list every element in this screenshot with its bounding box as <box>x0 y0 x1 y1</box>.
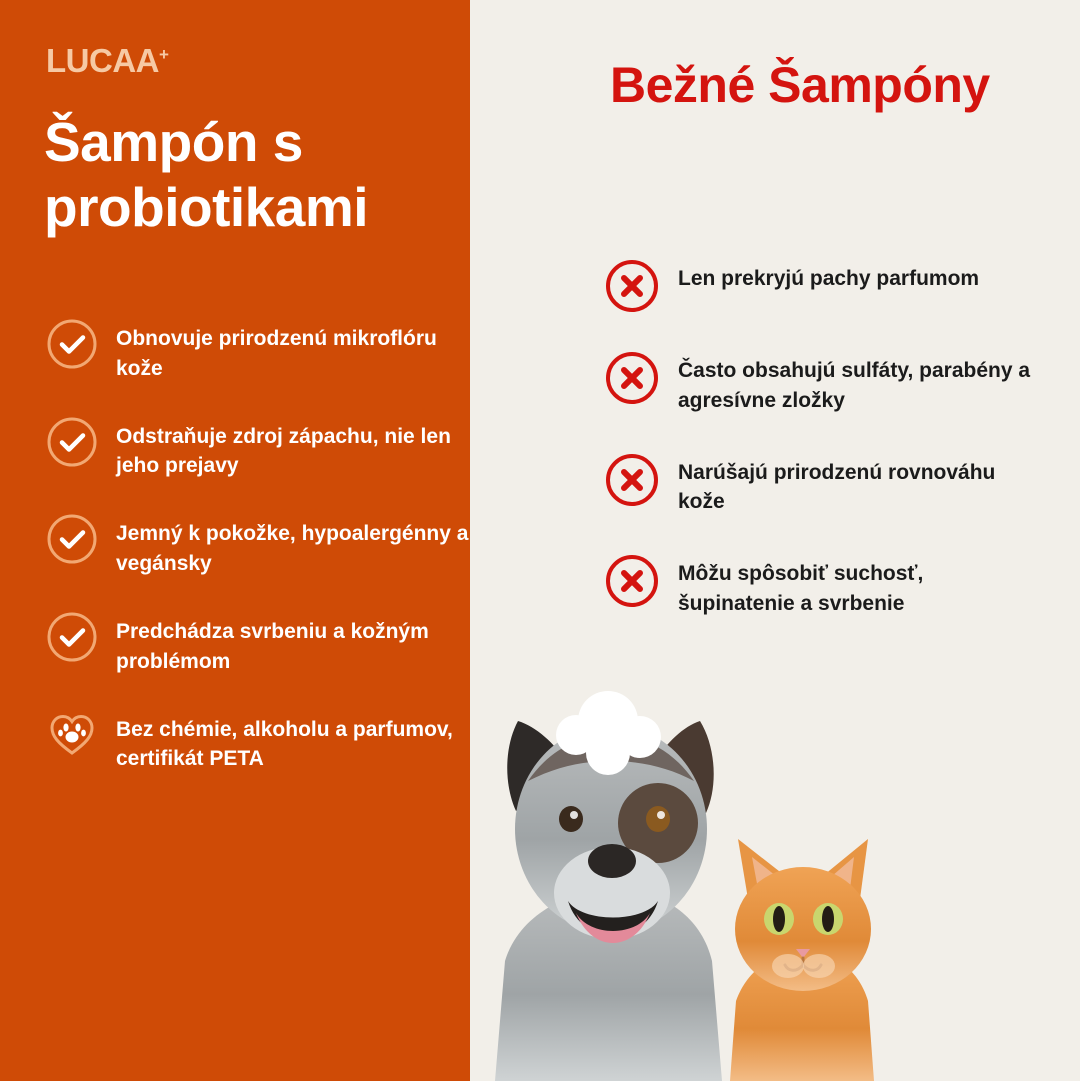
list-item-label: Často obsahujú sulfáty, parabény a agresívne zložky <box>678 359 1031 412</box>
list-item-label: Predchádza svrbeniu a kožným problémom <box>116 619 429 673</box>
check-circle-icon <box>46 416 98 468</box>
list-item <box>46 611 486 677</box>
cross-circle-icon <box>604 350 660 406</box>
brand-logo <box>46 44 168 77</box>
list-item-label: Len prekryjú pachy parfumom <box>678 267 980 290</box>
list-item <box>46 513 486 579</box>
list-item <box>604 452 1044 518</box>
brand-name: LUCAA <box>46 42 159 79</box>
right-panel-title: Bežné Šampóny <box>610 57 990 113</box>
cross-circle-icon <box>604 258 660 314</box>
list-item <box>46 416 486 482</box>
list-item-label: Odstraňuje zdroj zápachu, nie len jeho prejavy <box>116 424 451 478</box>
check-circle-icon <box>46 611 98 663</box>
list-item-label: Narúšajú prirodzenú rovnováhu kože <box>678 460 996 514</box>
brand-plus: + <box>158 45 169 64</box>
left-panel-title: Šampón s probiotikami <box>44 111 369 238</box>
list-item <box>46 709 486 775</box>
list-item-label: Jemný k pokožke, hypoalergénny a vegánsky <box>116 522 469 576</box>
check-circle-icon <box>46 318 98 370</box>
cross-circle-icon <box>604 452 660 508</box>
list-item <box>46 318 486 384</box>
list-item-label: Obnovuje prirodzenú mikroflóru kože <box>116 327 437 380</box>
list-item <box>604 258 1044 314</box>
drawbacks-list <box>604 258 1044 655</box>
cross-circle-icon <box>604 553 660 609</box>
peta-paw-heart-icon <box>46 709 98 761</box>
benefits-list <box>46 318 486 806</box>
list-item <box>604 553 1044 619</box>
list-item-label: Bez chémie, alkoholu a parfumov, certifikát PETA <box>116 717 453 771</box>
list-item-label: Môžu spôsobiť suchosť, šupinatenie a svrbenie <box>678 562 924 616</box>
check-circle-icon <box>46 513 98 565</box>
list-item <box>604 350 1044 416</box>
